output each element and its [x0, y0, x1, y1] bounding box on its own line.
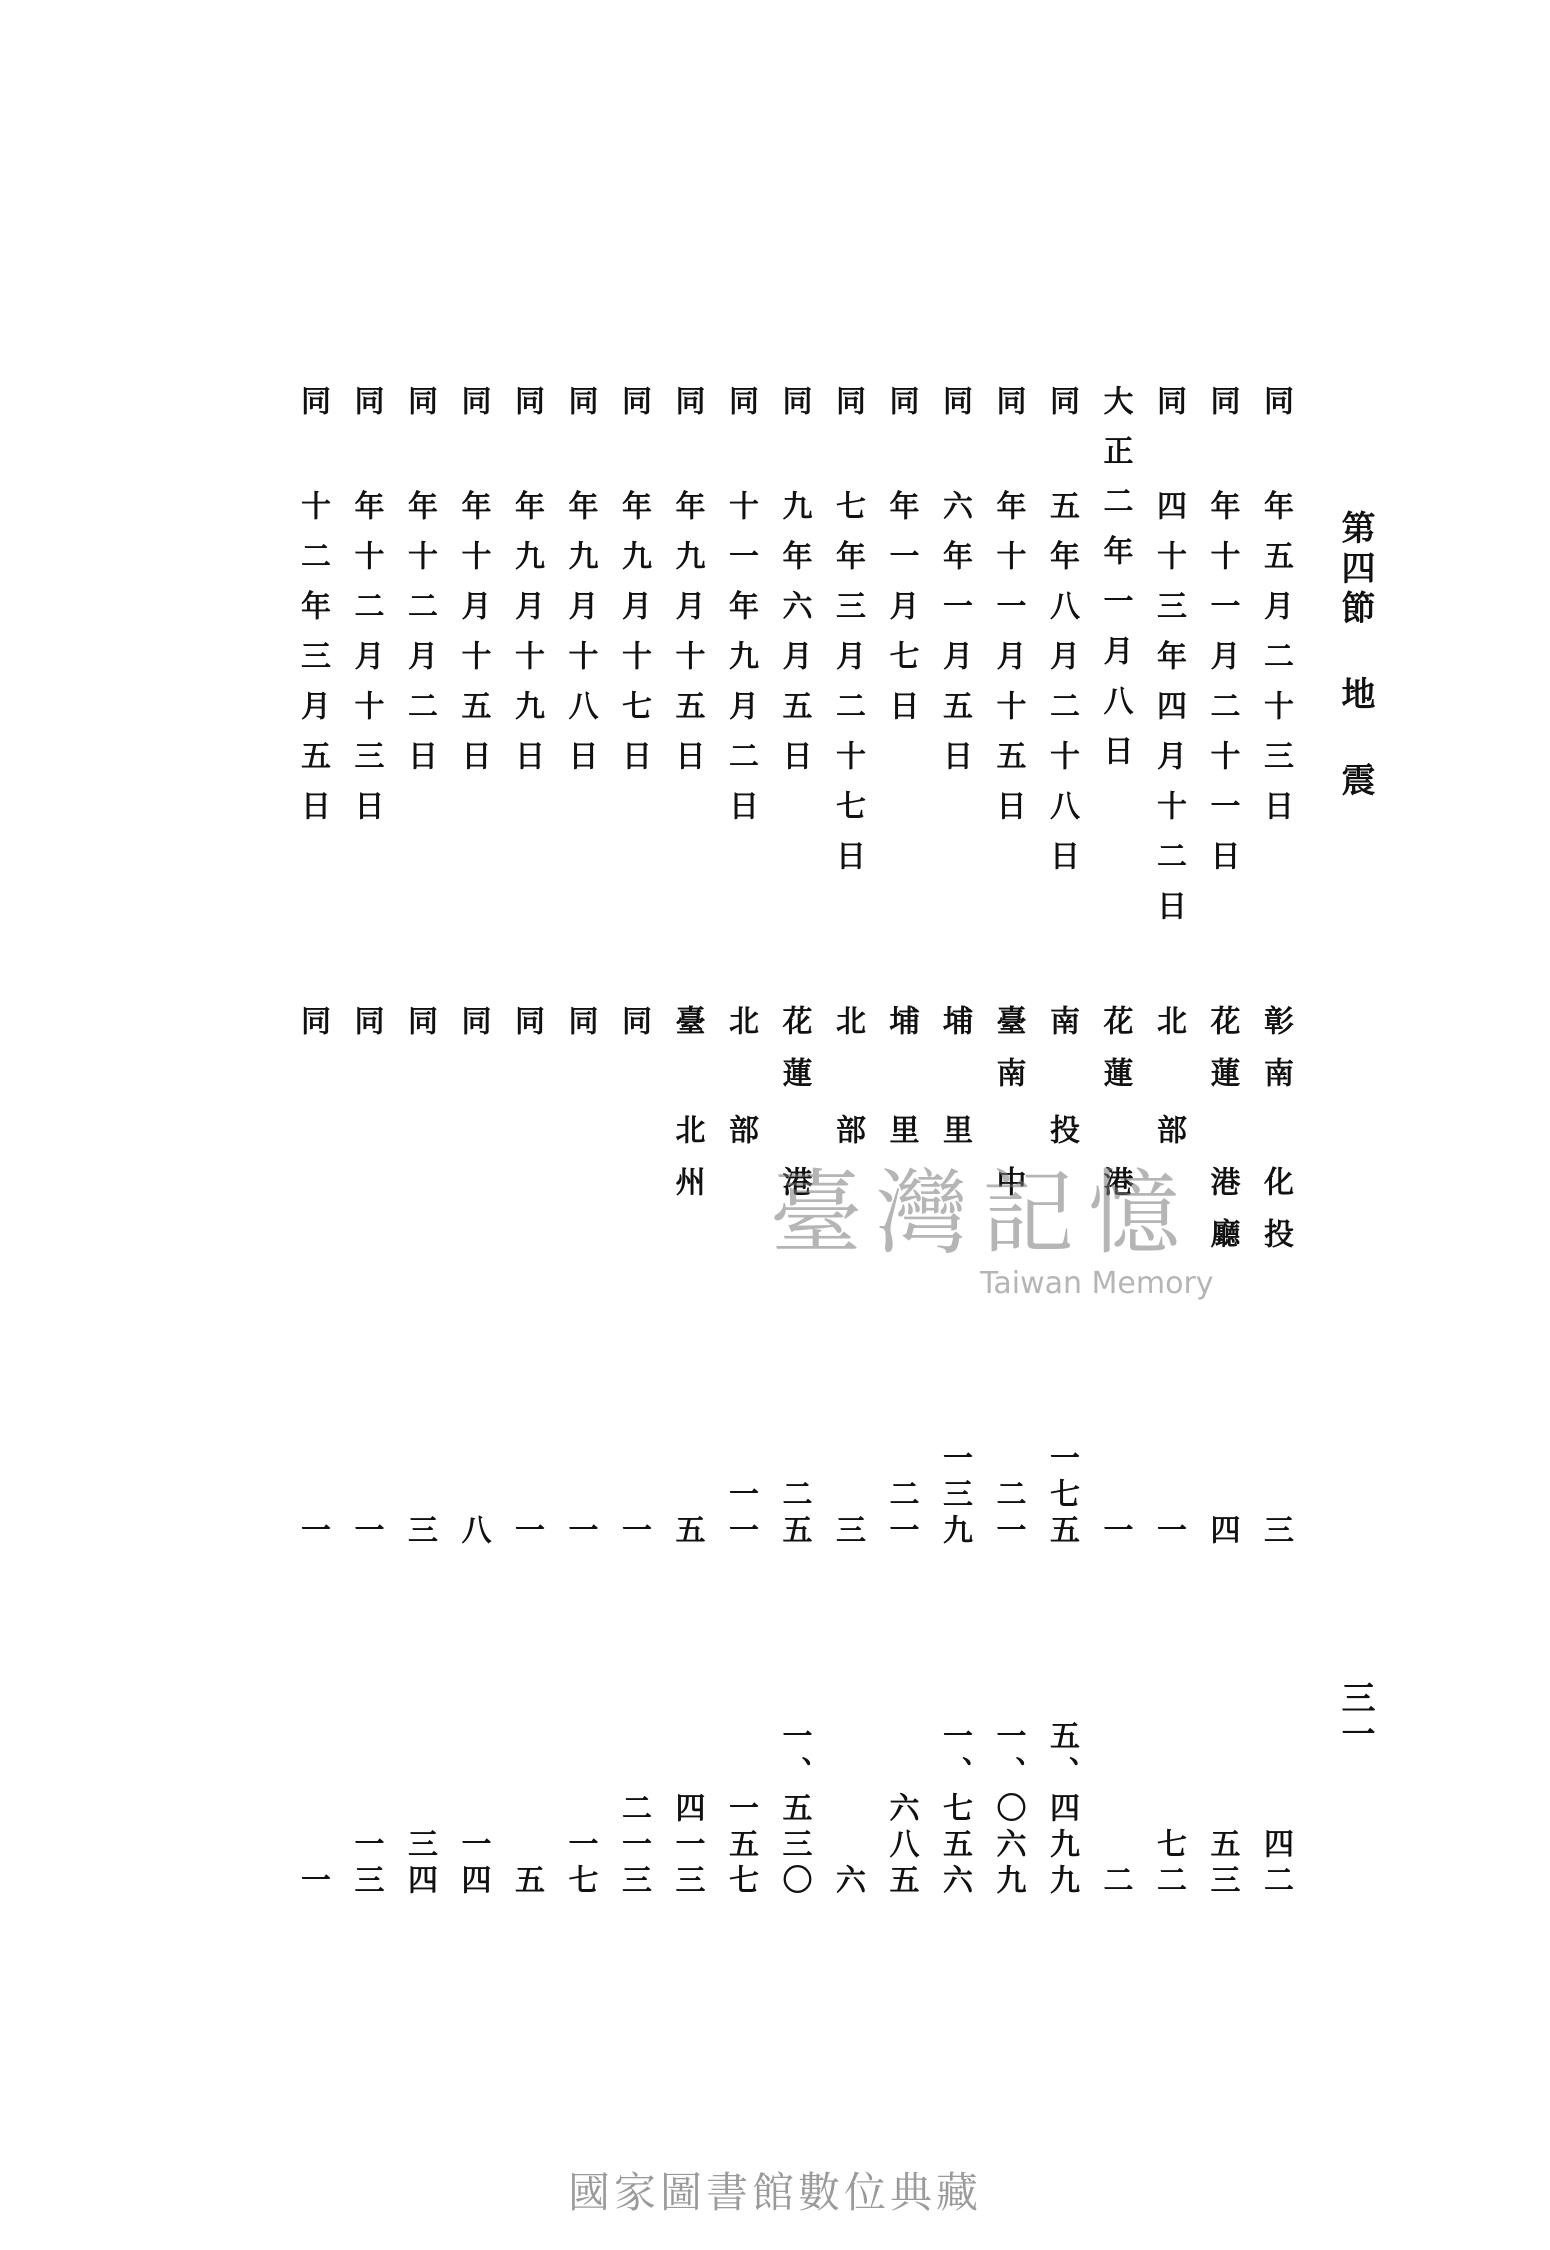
place-cell: 北 部 [830, 1005, 865, 1166]
date-cell: 同 十一年九月二日 [723, 385, 758, 840]
value-cell-2: 五、四九九 [1044, 1720, 1079, 1900]
place-cell: 臺南 中 [990, 1005, 1026, 1218]
value-cell-2: 三四 [402, 1828, 437, 1900]
place-cell: 同 [402, 1005, 437, 1057]
place-cell: 同 [295, 1005, 330, 1057]
date-cell: 同 六年一月五日 [937, 385, 972, 790]
date-cell: 同 年五月二十三日 [1258, 385, 1293, 840]
page-number: 三一 [1335, 1680, 1375, 1752]
place-cell: 同 [616, 1005, 651, 1057]
value-cell-2: 一、五三〇 [776, 1720, 812, 1900]
value-cell-2: 六八五 [883, 1792, 919, 1900]
date-cell: 同 年九月十九日 [509, 385, 544, 790]
place-cell: 北 部 [1151, 1005, 1186, 1166]
value-cell-1: 五 [669, 1514, 705, 1550]
value-cell-2: 一四 [455, 1828, 491, 1900]
date-cell: 同 年九月十五日 [669, 385, 705, 790]
value-cell-1: 三 [830, 1514, 865, 1550]
watermark-english: Taiwan Memory [980, 1266, 1214, 1301]
value-cell-1: 一 [616, 1514, 651, 1550]
place-cell: 同 [562, 1005, 598, 1057]
value-cell-2: 六 [830, 1864, 865, 1900]
value-cell-1: 一一 [723, 1478, 758, 1550]
value-cell-1: 三 [402, 1514, 437, 1550]
value-cell-2: 五三 [1204, 1828, 1240, 1900]
value-cell-2: 一、〇六九 [990, 1720, 1026, 1900]
date-cell: 同 七年三月二十七日 [830, 385, 865, 890]
place-cell: 南 投 [1044, 1005, 1079, 1166]
value-cell-2: 一七 [562, 1828, 598, 1900]
place-cell: 同 [509, 1005, 544, 1057]
place-cell: 同 [348, 1005, 384, 1057]
value-cell-1: 一 [295, 1514, 330, 1550]
place-cell: 埔 里 [883, 1005, 919, 1166]
value-cell-1: 一 [562, 1514, 598, 1550]
date-cell: 同 五年八月二十八日 [1044, 385, 1079, 890]
value-cell-2: 一三 [348, 1828, 384, 1900]
footer-caption: 國家圖書館數位典藏 [567, 2168, 982, 2217]
place-cell: 花蓮 港 [1097, 1005, 1133, 1218]
watermark-chinese: 臺灣記憶 [770, 1160, 1195, 1267]
date-cell: 同 十二年三月五日 [295, 385, 330, 840]
value-cell-1: 一 [509, 1514, 544, 1550]
section-title: 第四節 地 震 [1335, 510, 1375, 802]
place-cell: 彰南 化投 [1258, 1005, 1293, 1270]
watermark [770, 1140, 1214, 1301]
date-cell: 同 年十一月二十一日 [1204, 385, 1240, 890]
value-cell-1: 一 [348, 1514, 384, 1550]
value-cell-2: 四二 [1258, 1828, 1293, 1900]
value-cell-2: 一五七 [723, 1792, 758, 1900]
value-cell-1: 三 [1258, 1514, 1293, 1550]
value-cell-2: 二 [1097, 1864, 1133, 1900]
date-cell: 大正二年一月八日 [1097, 385, 1133, 785]
value-cell-2: 一、七五六 [937, 1720, 972, 1900]
date-cell: 同 年十二月十三日 [348, 385, 384, 840]
date-cell: 同 年九月十七日 [616, 385, 651, 790]
date-cell: 同 年十一月十五日 [990, 385, 1026, 840]
place-cell: 臺 北州 [669, 1005, 705, 1218]
date-cell: 同 年十月十五日 [455, 385, 491, 790]
date-cell: 同 九年六月五日 [776, 385, 812, 790]
value-cell-2: 七二 [1151, 1828, 1186, 1900]
value-cell-1: 二一 [990, 1478, 1026, 1550]
value-cell-1: 二五 [776, 1478, 812, 1550]
value-cell-2: 一 [295, 1864, 330, 1900]
place-cell: 花蓮 港廳 [1204, 1005, 1240, 1270]
value-cell-2: 二一三 [616, 1792, 651, 1900]
value-cell-2: 四一三 [669, 1792, 705, 1900]
date-cell: 同 四十三年四月十二日 [1151, 385, 1186, 940]
value-cell-2: 五 [509, 1864, 544, 1900]
value-cell-1: 一 [1097, 1514, 1133, 1550]
place-cell: 花蓮 港 [776, 1005, 812, 1218]
place-cell: 同 [455, 1005, 491, 1057]
value-cell-1: 一七五 [1044, 1442, 1079, 1550]
place-cell: 埔 里 [937, 1005, 972, 1166]
place-cell: 北 部 [723, 1005, 758, 1166]
value-cell-1: 二一 [883, 1478, 919, 1550]
date-cell: 同 年九月十八日 [562, 385, 598, 790]
value-cell-1: 一 [1151, 1514, 1186, 1550]
date-cell: 同 年一月七日 [883, 385, 919, 740]
date-cell: 同 年十二月二日 [402, 385, 437, 790]
value-cell-1: 八 [455, 1514, 491, 1550]
value-cell-1: 一三九 [937, 1442, 972, 1550]
value-cell-1: 四 [1204, 1514, 1240, 1550]
